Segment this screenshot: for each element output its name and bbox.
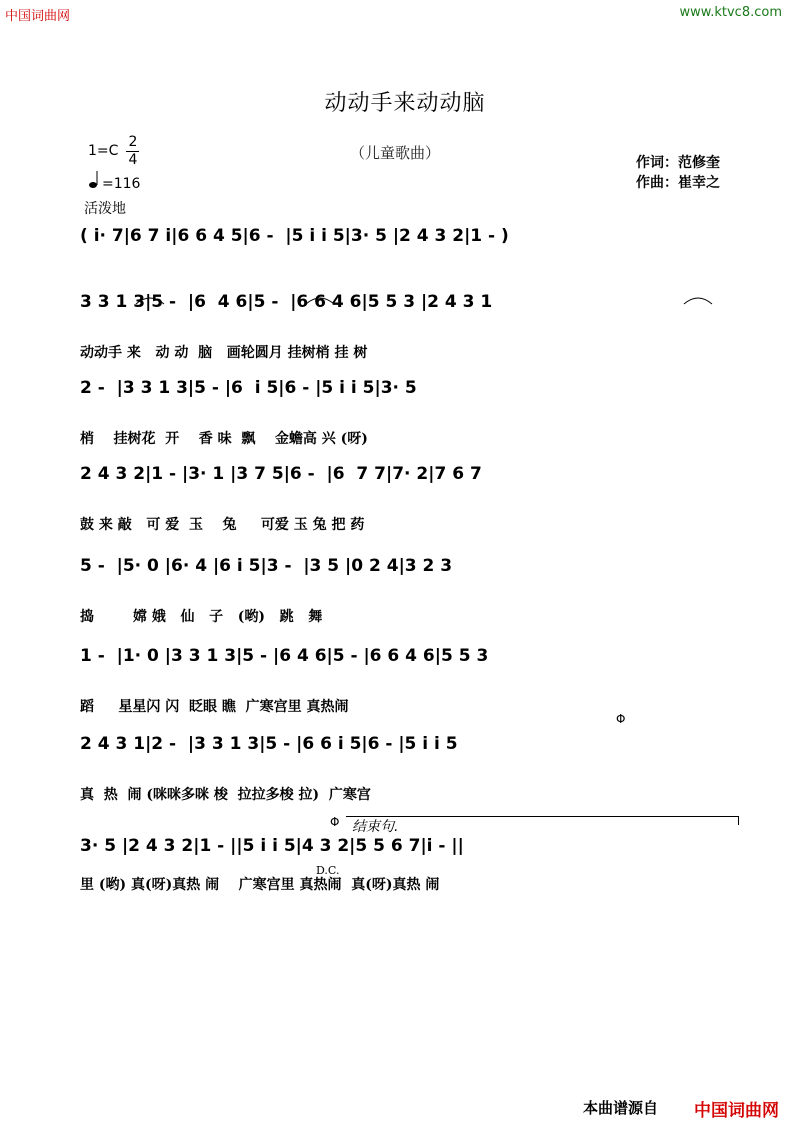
score-line-1 — [80, 292, 740, 387]
lyrics-line-7: 里 (哟) 真(呀)真热 闹 广寒宫里 真热闹 真(呀)真热 闹 — [80, 877, 440, 893]
watermark-left: 中国词曲网 — [5, 9, 71, 24]
coda-sign-icon-2: Φ — [616, 712, 626, 726]
notes-line-0: ( i· 7|6 7 i|6 6 4 5|6 - |5 i i 5|3· 5 |2 4 3 2|1 - ) — [80, 226, 509, 246]
lyrics-line-3: 鼓 来 敲 可 爱 玉 兔 可爱 玉 兔 把 药 — [80, 517, 365, 533]
notes-line-6: 2 4 3 1|2 - |3 3 1 3|5 - |6 6 i 5|6 - |5 i i 5 — [80, 734, 458, 754]
lyricist-credit: 作词：范修奎 — [636, 155, 720, 171]
watermark-right: www.ktvc8.com — [679, 5, 782, 20]
time-signature-top: 2 — [128, 134, 138, 150]
composer-credit: 作曲：崔幸之 — [636, 175, 720, 191]
score-line-4 — [80, 556, 740, 651]
slur-marks — [80, 292, 740, 312]
notes-line-7: 3· 5 |2 4 3 2|1 - ||5 i i 5|4 3 2|5 5 6 7|i - || — [80, 836, 464, 856]
coda-label: 结束句. — [352, 819, 399, 835]
lyrics-line-2: 梢 挂树花 开 香 味 飘 金蟾高 兴 (呀) — [80, 431, 368, 447]
score-line-7 — [80, 836, 740, 931]
expression-marking: 活泼地 — [84, 201, 126, 217]
key-signature: 1=C — [88, 143, 119, 159]
time-signature-bottom: 4 — [128, 152, 138, 168]
lyrics-line-6: 真 热 闹 (咪咪多咪 梭 拉拉多梭 拉) 广寒宫 — [80, 787, 371, 803]
song-subtitle: （儿童歌曲） — [349, 144, 440, 162]
coda-sign-icon: Φ — [330, 815, 340, 829]
song-title: 动动手来动动脑 — [324, 91, 486, 116]
dc-label: D.C. — [316, 864, 340, 877]
notes-line-1: 3 3 1 3|5 - |6 4 6|5 - |6 6 4 6|5 5 3 |2 4 3 1 — [80, 292, 493, 312]
tempo-marking: =116 — [102, 176, 141, 192]
score-line-2 — [80, 378, 740, 473]
ending-bracket — [346, 816, 739, 825]
notes-line-2: 2 - |3 3 1 3|5 - |6 i 5|6 - |5 i i 5|3· 5 — [80, 378, 417, 398]
footer-brand: 中国词曲网 — [694, 1101, 779, 1121]
footer-source: 本曲谱源自 — [583, 1099, 659, 1117]
score-line-6 — [80, 734, 740, 829]
score-line-3 — [80, 464, 740, 559]
notes-line-5: 1 - |1· 0 |3 3 1 3|5 - |6 4 6|5 - |6 6 4 6|5 5 3 — [80, 646, 489, 666]
notes-line-4: 5 - |5· 0 |6· 4 |6 i 5|3 - |3 5 |0 2 4|3 2 3 — [80, 556, 453, 576]
lyrics-line-5: 蹈 星星闪 闪 眨眼 瞧 广寒宫里 真热闹 — [80, 699, 349, 715]
notes-line-3: 2 4 3 2|1 - |3· 1 |3 7 5|6 - |6 7 7|7· 2|7 6 7 — [80, 464, 482, 484]
lyrics-line-4: 捣 嫦 娥 仙 子 (哟) 跳 舞 — [80, 609, 323, 625]
score-line-5 — [80, 646, 740, 741]
lyrics-line-1: 动动手 来 动 动 脑 画轮圆月 挂树梢 挂 树 — [80, 345, 368, 361]
